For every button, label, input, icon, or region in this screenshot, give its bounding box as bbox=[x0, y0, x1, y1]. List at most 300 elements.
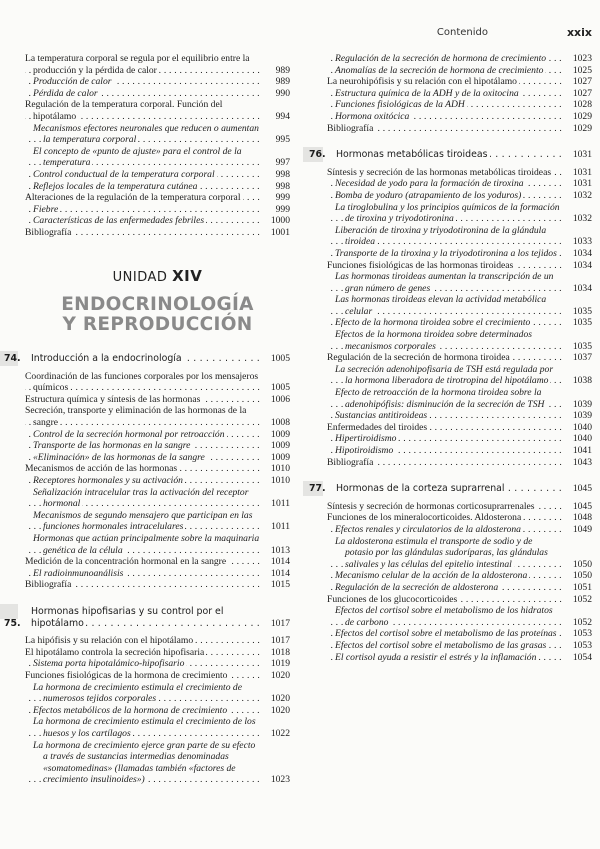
toc-entry-text: Efectos del cortisol sobre el metabolismo de las grasas bbox=[335, 639, 547, 651]
toc-entry[interactable] bbox=[25, 670, 290, 682]
toc-entry[interactable] bbox=[327, 202, 592, 225]
toc-entry[interactable] bbox=[327, 445, 592, 457]
toc-entry-text: Funciones fisiológicas de la ADH bbox=[335, 99, 465, 111]
toc-entry-page: 1001 bbox=[270, 226, 290, 238]
toc-entry[interactable] bbox=[327, 524, 592, 536]
toc-entry-text: Síntesis y secreción de las hormonas metabólicas tiroideas bbox=[327, 166, 552, 178]
toc-entry[interactable] bbox=[327, 422, 592, 434]
toc-entry[interactable] bbox=[25, 740, 290, 786]
toc-entry-text: Efectos renales y circulatorios de la aldosterona bbox=[335, 523, 521, 535]
toc-entry[interactable] bbox=[25, 204, 290, 216]
chapter-heading[interactable] bbox=[0, 353, 290, 365]
toc-entry-title bbox=[327, 352, 562, 364]
toc-entry[interactable] bbox=[25, 635, 290, 647]
toc-entry-page: 998 bbox=[275, 180, 290, 192]
toc-entry-page: 1015 bbox=[270, 579, 290, 591]
toc-entry[interactable] bbox=[25, 429, 290, 441]
toc-entry-text: Hormonas que actúan principalmente sobre la maquinaria genética de la célula bbox=[33, 533, 260, 556]
toc-entry-title bbox=[25, 88, 260, 100]
toc-entry-page: 1039 bbox=[572, 410, 592, 422]
toc-entry-page: 1028 bbox=[572, 99, 592, 111]
chapter-75 bbox=[4, 605, 290, 786]
toc-entry-page: 1008 bbox=[270, 417, 290, 429]
toc-entry-page: 1038 bbox=[572, 375, 592, 387]
toc-entry-text: Características de las enfermedades febriles bbox=[33, 215, 205, 227]
toc-entry-title bbox=[25, 658, 260, 670]
chapter-title bbox=[31, 353, 260, 365]
toc-entry-title bbox=[327, 594, 562, 606]
toc-entry-text: Sustancias antitiroideas bbox=[335, 410, 428, 422]
toc-entry-page: 1032 bbox=[572, 189, 592, 201]
chapter-number: 77. bbox=[309, 483, 326, 495]
toc-entry-title bbox=[327, 640, 562, 652]
toc-entry-title bbox=[327, 445, 562, 457]
toc-entry-title bbox=[327, 433, 562, 445]
toc-entry-page: 1033 bbox=[572, 236, 592, 248]
toc-entry-page: 1035 bbox=[572, 305, 592, 317]
toc-entry[interactable] bbox=[25, 227, 290, 239]
chapter-heading[interactable] bbox=[0, 606, 290, 629]
toc-entry-page: 998 bbox=[275, 168, 290, 180]
toc-entry-text: Efectos de la hormona tiroidea sobre determinados mecanismos corporales bbox=[335, 329, 533, 352]
toc-entry-text: Funciones fisiológicas de la hormona de crecimiento bbox=[25, 669, 228, 681]
toc-entry-title bbox=[327, 512, 562, 524]
toc-entry[interactable] bbox=[327, 65, 592, 77]
toc-entry-page: 1032 bbox=[572, 213, 592, 225]
unit-title bbox=[25, 295, 290, 335]
toc-entry-text: Mecanismo celular de la acción de la aldosterona bbox=[335, 570, 528, 582]
toc-entry-title bbox=[25, 146, 260, 169]
toc-entry-text: Señalización intracelular tras la activación del receptor hormonal bbox=[33, 486, 249, 510]
toc-entry[interactable] bbox=[327, 317, 592, 329]
toc-entry-page: 1048 bbox=[572, 512, 592, 524]
toc-entry-title bbox=[327, 260, 562, 272]
toc-entry-text: El radioinmunoanálisis bbox=[33, 567, 124, 579]
toc-entry[interactable] bbox=[327, 364, 592, 387]
toc-entry-title bbox=[25, 227, 260, 239]
toc-entry-text: Bomba de yoduro (atrapamiento de los yoduros) bbox=[335, 189, 522, 201]
chapter-number: 75. bbox=[4, 617, 21, 629]
chapter-title-text: Introducción a la endocrinología bbox=[31, 353, 182, 365]
toc-entry-text: Estructura química y síntesis de las hormonas bbox=[25, 393, 201, 405]
toc-entry-text: Anomalías de la secreción de hormona de crecimiento bbox=[335, 64, 544, 76]
toc-entry[interactable] bbox=[25, 123, 290, 146]
toc-entry-page: 1011 bbox=[271, 521, 290, 533]
chapter-title-text: Hormonas metabólicas tiroideas bbox=[336, 149, 488, 161]
toc-entry[interactable] bbox=[327, 260, 592, 272]
toc-entry-text: Hipertiroidismo bbox=[335, 433, 397, 445]
toc-entry[interactable] bbox=[25, 215, 290, 227]
toc-entry[interactable] bbox=[25, 405, 290, 428]
toc-entry[interactable] bbox=[327, 178, 592, 190]
toc-entry[interactable] bbox=[327, 501, 592, 513]
toc-entry-title bbox=[25, 76, 260, 88]
toc-entry-page: 995 bbox=[275, 134, 290, 146]
toc-entry-text: Reflejos locales de la temperatura cutánea bbox=[33, 180, 198, 192]
toc-entry-text: Efecto de retroacción de la hormona tiroidea sobre la adenohipófisis: disminución de la secreción de TSH bbox=[335, 387, 545, 410]
page-header bbox=[0, 26, 592, 39]
toc-entry-page: 1010 bbox=[270, 463, 290, 475]
toc-entry-page: 1040 bbox=[572, 421, 592, 433]
toc-entry[interactable] bbox=[25, 556, 290, 568]
toc-entry[interactable] bbox=[327, 352, 592, 364]
toc-entry-page: 1041 bbox=[572, 445, 592, 456]
toc-entry[interactable] bbox=[327, 433, 592, 445]
toc-entry[interactable] bbox=[25, 475, 290, 487]
toc-entry-text: Regulación de la temperatura corporal. Función del hipotálamo bbox=[25, 99, 223, 122]
toc-entry[interactable] bbox=[25, 533, 290, 556]
toc-entry-page: 989 bbox=[275, 64, 290, 76]
toc-entry-title bbox=[327, 294, 562, 317]
toc-entry-text: Control conductual de la temperatura corporal bbox=[33, 168, 215, 180]
toc-entry-text: Funciones fisiológicas de las hormonas tiroideas bbox=[327, 259, 514, 271]
toc-entry[interactable] bbox=[327, 605, 592, 628]
toc-entry-page: 999 bbox=[275, 203, 290, 215]
toc-entry-text: La secreción adenohipofisaria de TSH está regulada por la hormona liberadora de tirotropina del hipotálamo bbox=[335, 363, 554, 387]
toc-entry-title bbox=[327, 410, 562, 422]
toc-entry-title bbox=[327, 167, 562, 179]
unit-numeral: XIV bbox=[172, 266, 203, 285]
toc-entry-title bbox=[327, 501, 562, 513]
toc-entry-title bbox=[25, 579, 260, 591]
toc-entry[interactable] bbox=[327, 167, 592, 179]
chapter-title bbox=[336, 483, 562, 495]
toc-entry-page: 1031 bbox=[572, 178, 592, 190]
toc-entry-text: Estructura química de la ADH y de la oxitocina bbox=[335, 87, 519, 99]
toc-entry[interactable] bbox=[327, 123, 592, 135]
toc-entry-title bbox=[327, 364, 562, 387]
toc-entry-title bbox=[25, 510, 260, 533]
toc-entry[interactable] bbox=[25, 716, 290, 739]
toc-entry-text: La hipófisis y su relación con el hipotálamo bbox=[25, 635, 194, 647]
toc-entry-page: 1014 bbox=[270, 556, 290, 568]
toc-entry-title bbox=[25, 452, 260, 464]
toc-entry[interactable] bbox=[327, 99, 592, 111]
toc-entry-title bbox=[25, 99, 260, 122]
toc-entry-text: Bibliografía bbox=[327, 122, 374, 134]
toc-entry-text: La hormona de crecimiento estimula el crecimiento de numerosos tejidos corporales bbox=[33, 681, 242, 705]
toc-entry[interactable] bbox=[25, 53, 290, 76]
page-number-roman: xxix bbox=[566, 26, 592, 39]
toc-entry-text: La temperatura corporal se regula por el equilibrio entre la producción y la pérdida de calor bbox=[25, 53, 250, 76]
toc-entry-title bbox=[25, 487, 260, 510]
toc-entry-page: 1035 bbox=[572, 317, 592, 329]
toc-entry-title bbox=[327, 536, 562, 571]
chapter-heading[interactable] bbox=[305, 483, 592, 495]
toc-entry-page: 1013 bbox=[270, 544, 290, 556]
toc-entry-title bbox=[327, 628, 562, 640]
toc-entry[interactable] bbox=[25, 169, 290, 181]
toc-list bbox=[25, 53, 290, 239]
toc-entry-page: 1050 bbox=[572, 570, 592, 582]
toc-entry-page: 1006 bbox=[270, 393, 290, 405]
toc-entry-page: 1035 bbox=[572, 340, 592, 352]
toc-entry[interactable] bbox=[25, 463, 290, 475]
chapter-page: 1005 bbox=[270, 353, 290, 365]
toc-entry-page: 1009 bbox=[270, 451, 290, 463]
toc-entry-title bbox=[327, 202, 562, 225]
toc-entry[interactable] bbox=[327, 190, 592, 202]
toc-entry-title bbox=[327, 190, 562, 202]
chapter-number: 76. bbox=[309, 149, 326, 161]
toc-entry[interactable] bbox=[327, 248, 592, 260]
toc-entry-text: Medición de la concentración hormonal en la sangre bbox=[25, 556, 227, 568]
toc-entry-page: 1034 bbox=[572, 282, 592, 294]
toc-entry-title bbox=[25, 192, 260, 204]
toc-entry-page: 1009 bbox=[270, 428, 290, 440]
toc-entry-text: Transporte de las hormonas en la sangre bbox=[33, 440, 191, 452]
toc-entry-text: La hormona de crecimiento estimula el crecimiento de los huesos y los cartílagos bbox=[33, 716, 256, 739]
toc-entry-title bbox=[25, 568, 260, 580]
toc-entry-page: 990 bbox=[275, 87, 290, 99]
toc-entry-title bbox=[25, 169, 260, 181]
chapter-title-text: Hormonas de la corteza suprarrenal bbox=[336, 483, 505, 495]
toc-entry-text: Sistema porta hipotalámico-hipofisario bbox=[33, 658, 185, 670]
toc-entry[interactable] bbox=[327, 652, 592, 664]
toc-entry[interactable] bbox=[327, 410, 592, 422]
toc-entry-text: Mecanismos efectores neuronales que reducen o aumentan la temperatura corporal bbox=[33, 122, 259, 146]
toc-entry-text: Bibliografía bbox=[327, 456, 374, 468]
toc-entry[interactable] bbox=[327, 76, 592, 88]
toc-entry[interactable] bbox=[25, 647, 290, 659]
toc-entry[interactable] bbox=[25, 487, 290, 510]
toc-entry-page: 1023 bbox=[270, 774, 290, 786]
toc-entry-text: Pérdida de calor bbox=[33, 87, 98, 99]
toc-entry-page: 989 bbox=[275, 76, 290, 88]
toc-entry-text: Necesidad de yodo para la formación de tiroxina bbox=[335, 178, 524, 190]
toc-entry-page: 1025 bbox=[572, 64, 592, 76]
toc-entry[interactable] bbox=[25, 568, 290, 580]
toc-entry-title bbox=[327, 652, 562, 664]
toc-entry[interactable] bbox=[25, 394, 290, 406]
toc-entry-page: 1049 bbox=[572, 523, 592, 535]
toc-entry[interactable] bbox=[25, 181, 290, 193]
toc-entry-page: 1000 bbox=[270, 215, 290, 227]
toc-entry-title bbox=[327, 605, 562, 628]
toc-entry[interactable] bbox=[327, 225, 592, 248]
toc-entry-page: 1019 bbox=[270, 658, 290, 670]
header-section-title: Contenido bbox=[436, 27, 488, 38]
toc-entry[interactable] bbox=[25, 440, 290, 452]
toc-entry-text: Las hormonas tiroideas elevan la actividad metabólica celular bbox=[335, 294, 547, 317]
toc-entry-text: Enfermedades del tiroides bbox=[327, 421, 428, 433]
toc-entry-page: 1018 bbox=[270, 646, 290, 658]
toc-entry-text: El concepto de «punto de ajuste» para el control de la temperatura bbox=[33, 145, 242, 169]
toc-entry-title bbox=[25, 556, 260, 568]
toc-entry-text: Bibliografía bbox=[25, 579, 72, 591]
toc-entry-page: 1040 bbox=[572, 433, 592, 445]
toc-entry[interactable] bbox=[327, 271, 592, 294]
toc-entry-page: 994 bbox=[275, 110, 290, 122]
toc-entry-text: Control de la secreción hormonal por retroacción bbox=[33, 428, 225, 440]
toc-entry-title bbox=[25, 215, 260, 227]
toc-entry[interactable] bbox=[327, 582, 592, 594]
toc-entry[interactable] bbox=[327, 53, 592, 65]
toc-entry-title bbox=[25, 463, 260, 475]
toc-entry-title bbox=[25, 181, 260, 193]
toc-entry-text: «Eliminación» de las hormonas de la sangre bbox=[33, 451, 205, 463]
toc-entry-text: Secreción, transporte y eliminación de las hormonas de la sangre bbox=[25, 405, 247, 429]
toc-entry-page: 1050 bbox=[572, 558, 592, 570]
toc-entry-page: 1043 bbox=[572, 456, 592, 468]
toc-entry-title bbox=[25, 716, 260, 739]
toc-entry[interactable] bbox=[25, 371, 290, 394]
toc-right-column bbox=[309, 53, 592, 663]
toc-entry-title bbox=[25, 371, 260, 394]
toc-entry[interactable] bbox=[327, 628, 592, 640]
toc-entry[interactable] bbox=[327, 294, 592, 317]
toc-entry-title bbox=[25, 705, 260, 717]
chapter-heading[interactable] bbox=[305, 149, 592, 161]
toc-entry[interactable] bbox=[327, 111, 592, 123]
toc-entry-text: El cortisol ayuda a resistir el estrés y la inflamación bbox=[335, 651, 537, 663]
toc-entry-page: 1023 bbox=[572, 53, 592, 64]
toc-entry-title bbox=[327, 65, 562, 77]
toc-entry[interactable] bbox=[25, 88, 290, 100]
toc-entry-page: 1029 bbox=[572, 122, 592, 134]
unit-title-line2: Y REPRODUCCIÓN bbox=[62, 314, 253, 336]
unit-word: UNIDAD bbox=[112, 269, 168, 285]
toc-entry-title bbox=[25, 429, 260, 441]
toc-entry-title bbox=[25, 394, 260, 406]
toc-entry-text: Transporte de la tiroxina y la triyodotironina a los tejidos bbox=[335, 247, 557, 259]
toc-entry[interactable] bbox=[25, 452, 290, 464]
toc-entry-page: 1034 bbox=[572, 259, 592, 271]
toc-entry-text: Funciones de los mineralocorticoides. Aldosterona bbox=[327, 512, 522, 524]
toc-entry-text: La tiroglobulina y los principios químicos de la formación de tiroxina y triyodotironina bbox=[335, 201, 560, 225]
toc-entry-title bbox=[327, 387, 562, 410]
toc-entry-title bbox=[25, 475, 260, 487]
toc-entry-title bbox=[25, 405, 260, 428]
unit-title-line1: ENDOCRINOLOGÍA bbox=[61, 294, 254, 316]
toc-entry[interactable] bbox=[327, 387, 592, 410]
toc-entry[interactable] bbox=[25, 682, 290, 705]
toc-entry-page: 1031 bbox=[572, 166, 592, 178]
toc-entry-page: 1037 bbox=[572, 352, 592, 364]
unit-heading bbox=[25, 266, 290, 336]
toc-entry-page: 1017 bbox=[270, 635, 290, 647]
toc-entry-title bbox=[327, 53, 562, 65]
toc-entry-page: 1054 bbox=[572, 651, 592, 663]
toc-entry[interactable] bbox=[25, 579, 290, 591]
toc-entry-title bbox=[327, 329, 562, 352]
toc-entry[interactable] bbox=[25, 192, 290, 204]
toc-entry[interactable] bbox=[327, 640, 592, 652]
toc-entry-title bbox=[327, 99, 562, 111]
chapter-title bbox=[336, 149, 562, 161]
toc-entry[interactable] bbox=[25, 146, 290, 169]
toc-entry-text: La hormona de crecimiento ejerce gran parte de su efecto a través de sustancias intermedias denominadas «somatomedinas» (llamadas también «factores de crecimiento insulinoides») bbox=[33, 739, 256, 786]
toc-list bbox=[327, 53, 592, 134]
toc-entry[interactable] bbox=[25, 658, 290, 670]
toc-entry-title bbox=[25, 635, 260, 647]
toc-entry[interactable] bbox=[25, 705, 290, 717]
toc-entry[interactable] bbox=[327, 536, 592, 571]
toc-entry[interactable] bbox=[327, 512, 592, 524]
toc-entry-text: Regulación de la secreción de aldosterona bbox=[335, 581, 499, 593]
toc-entry-page: 1053 bbox=[572, 639, 592, 651]
chapter-number: 74. bbox=[4, 353, 21, 365]
toc-entry-page: 1039 bbox=[572, 398, 592, 410]
toc-entry-page: 1005 bbox=[270, 382, 290, 394]
toc-entry-title bbox=[327, 570, 562, 582]
toc-entry-title bbox=[327, 225, 562, 248]
toc-entry-page: 999 bbox=[275, 192, 290, 204]
toc-entry-page: 1020 bbox=[270, 704, 290, 716]
chapter-page: 1017 bbox=[270, 617, 290, 629]
toc-entry-title bbox=[25, 204, 260, 216]
toc-entry-page: 1010 bbox=[270, 475, 290, 487]
toc-left-column bbox=[4, 53, 290, 786]
toc-entry-text: Regulación de la secreción de hormona tiroidea bbox=[327, 352, 510, 364]
toc-entry-title bbox=[25, 533, 260, 556]
toc-entry[interactable] bbox=[327, 329, 592, 352]
toc-entry[interactable] bbox=[25, 99, 290, 122]
toc-entry-title bbox=[25, 647, 260, 659]
toc-entry-title bbox=[327, 582, 562, 594]
chapter-76 bbox=[309, 149, 592, 468]
toc-entry-text: La neurohipófisis y su relación con el hipotálamo bbox=[327, 76, 517, 88]
toc-entry-text: Hormona oxitócica bbox=[335, 110, 410, 122]
toc-entry-page: 1020 bbox=[270, 669, 290, 681]
toc-entry-text: Alteraciones de la regulación de la temperatura corporal bbox=[25, 192, 241, 204]
toc-entry-text: Fiebre bbox=[33, 203, 59, 215]
toc-entry-title bbox=[327, 422, 562, 434]
toc-entry-page: 1052 bbox=[572, 593, 592, 605]
toc-entry-page: 1009 bbox=[270, 440, 290, 452]
toc-entry-text: Efectos del cortisol sobre el metabolismo de los hidratos de carbono bbox=[335, 605, 553, 628]
toc-entry[interactable] bbox=[327, 457, 592, 469]
toc-entry-text: Efecto de la hormona tiroidea sobre el crecimiento bbox=[335, 317, 531, 329]
toc-entry-title bbox=[25, 682, 260, 705]
toc-entry-text: Mecanismos de segundo mensajero que participan en las funciones hormonales intracelulares bbox=[33, 509, 253, 533]
toc-entry[interactable] bbox=[25, 510, 290, 533]
toc-entry-page: 1052 bbox=[572, 616, 592, 628]
toc-entry-title bbox=[25, 53, 260, 76]
toc-entry-page: 1011 bbox=[271, 498, 290, 510]
toc-entry-title bbox=[25, 440, 260, 452]
toc-entry[interactable] bbox=[327, 594, 592, 606]
toc-entry-text: Efectos del cortisol sobre el metabolismo de las proteínas bbox=[335, 628, 557, 640]
toc-entry-text: Funciones de los glucocorticoides bbox=[327, 593, 458, 605]
toc-entry-text: Receptores hormonales y su activación bbox=[33, 475, 183, 487]
chapter-title-text: Hormonas hipofisarias y su control por el hipotálamo bbox=[31, 605, 224, 629]
toc-entry-page: 1051 bbox=[572, 581, 592, 593]
toc-entry-title bbox=[25, 740, 260, 786]
toc-entry-page: 1029 bbox=[572, 110, 592, 122]
toc-entry-title bbox=[25, 670, 260, 682]
toc-entry-title bbox=[327, 111, 562, 123]
toc-entry-page: 1034 bbox=[572, 247, 592, 259]
toc-entry-text: Las hormonas tiroideas aumentan la transcripción de un gran número de genes bbox=[335, 271, 554, 294]
chapter-77 bbox=[309, 483, 592, 663]
toc-entry-title bbox=[327, 317, 562, 329]
chapter-74 bbox=[4, 353, 290, 591]
unit-label bbox=[25, 266, 290, 285]
toc-entry-text: Efectos metabólicos de la hormona de crecimiento bbox=[33, 704, 228, 716]
toc-entry[interactable] bbox=[25, 76, 290, 88]
toc-entry[interactable] bbox=[327, 88, 592, 100]
toc-entry-page: 1027 bbox=[572, 87, 592, 99]
toc-entry-page: 1020 bbox=[270, 693, 290, 705]
toc-entry-page: 997 bbox=[275, 157, 290, 169]
toc-entry[interactable] bbox=[327, 570, 592, 582]
toc-entry-title bbox=[327, 123, 562, 135]
toc-entry-text: Coordinación de las funciones corporales por los mensajeros químicos bbox=[25, 370, 259, 394]
chapter-page: 1045 bbox=[572, 483, 592, 495]
toc-entry-title bbox=[327, 524, 562, 536]
toc-entry-page: 1045 bbox=[572, 500, 592, 512]
